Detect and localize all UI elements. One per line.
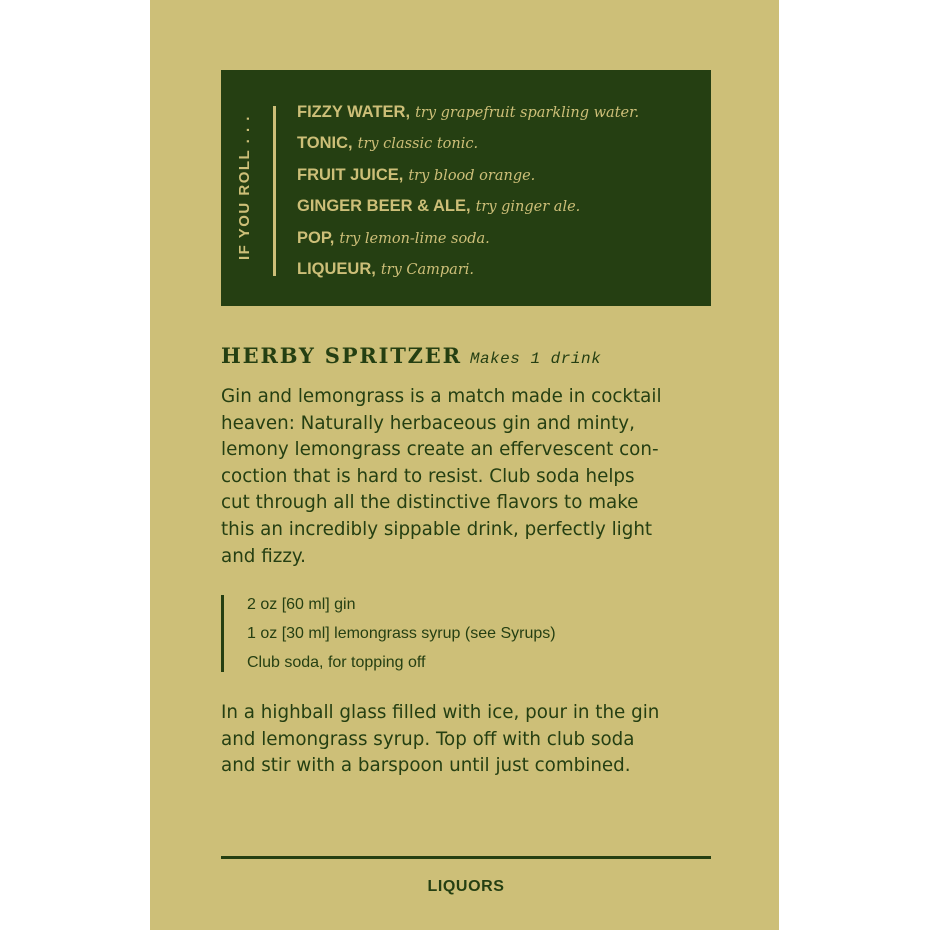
method-line: and lemongrass syrup. Top off with club soda	[221, 728, 635, 750]
recipe-title: HERBY SPRITZER	[221, 343, 462, 368]
recipe-intro	[221, 384, 721, 570]
substitution-name: TONIC,	[297, 134, 353, 153]
ingredient-item: Club soda, for topping off	[247, 654, 426, 671]
intro-line: lemony lemongrass create an effervescent con-	[221, 439, 659, 461]
method-line: In a highball glass filled with ice, pour in the gin	[221, 702, 660, 723]
substitution-suggestion: try lemon-lime soda.	[339, 230, 490, 247]
substitution-item	[297, 99, 639, 130]
intro-line: coction that is hard to resist. Club soda helps	[221, 465, 635, 487]
substitution-suggestion: try blood orange.	[408, 167, 536, 184]
substitution-name: GINGER BEER & ALE,	[297, 197, 471, 216]
intro-line: cut through all the distinctive flavors to make	[221, 492, 639, 514]
intro-line: this an incredibly sippable drink, perfectly light	[221, 518, 653, 540]
substitution-suggestion: try classic tonic.	[357, 136, 479, 153]
substitutions-box	[221, 70, 711, 306]
substitution-suggestion: try ginger ale.	[475, 199, 581, 216]
substitution-suggestion: try grapefruit sparkling water.	[415, 105, 640, 121]
recipe-yield: Makes 1 drink	[469, 350, 602, 368]
substitutions-list	[297, 99, 639, 287]
footer-divider	[221, 856, 711, 859]
ingredient-item: 2 oz [60 ml] gin	[247, 596, 356, 613]
substitution-suggestion: try Campari.	[380, 261, 474, 278]
intro-line: heaven: Naturally herbaceous gin and minty,	[221, 412, 635, 434]
substitutions-divider	[273, 106, 276, 276]
method-line: and stir with a barspoon until just combined.	[221, 755, 631, 777]
substitution-item	[297, 225, 639, 256]
ingredient-item: 1 oz [30 ml] lemongrass syrup (see Syrups)	[247, 625, 556, 642]
substitution-item	[297, 130, 639, 161]
recipe-method	[221, 700, 659, 780]
section-footer: LIQUORS	[427, 878, 505, 895]
substitution-name: LIQUEUR,	[297, 259, 376, 278]
ingredients-list	[247, 590, 556, 677]
intro-line: Gin and lemongrass is a match made in cocktail	[221, 386, 662, 407]
substitutions-heading: IF YOU ROLL . . .	[236, 115, 253, 260]
substitution-name: POP,	[297, 228, 335, 247]
recipe-heading	[221, 343, 601, 368]
substitution-item	[297, 193, 639, 224]
substitution-item	[297, 162, 639, 193]
substitution-name: FRUIT JUICE,	[297, 165, 404, 184]
substitution-name: FIZZY WATER,	[297, 103, 411, 121]
intro-line: and fizzy.	[221, 545, 306, 567]
ingredients-divider	[221, 595, 224, 672]
book-page	[150, 0, 779, 930]
substitution-item	[297, 256, 639, 287]
